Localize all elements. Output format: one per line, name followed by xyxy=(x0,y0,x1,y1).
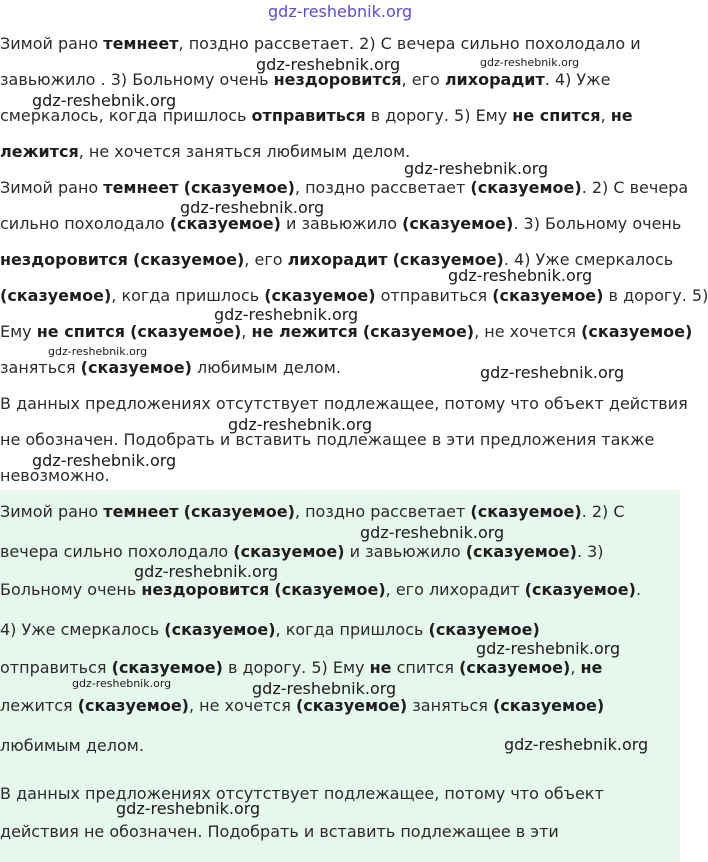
text-line xyxy=(0,502,625,522)
watermark-text: gdz-reshebnik.org xyxy=(252,679,397,698)
text-run: , его xyxy=(401,70,445,89)
text-line xyxy=(0,696,604,716)
bold-run: (сказуемое) xyxy=(130,322,242,341)
bold-run: не спится xyxy=(512,106,601,125)
text-line xyxy=(0,784,604,804)
text-run: , поздно рассветает. 2) С вечера сильно похолодало и xyxy=(178,34,641,53)
text-run: Зимой рано xyxy=(0,34,104,53)
text-run: завьюжило . 3) Больному очень xyxy=(0,70,274,89)
text-line xyxy=(0,214,681,234)
text-run: Ему xyxy=(0,322,37,341)
text-line xyxy=(0,822,559,842)
bold-run: не xyxy=(610,106,633,125)
bold-run: (сказуемое) xyxy=(164,620,276,639)
bold-run: (сказуемое) xyxy=(183,178,295,197)
text-run: , xyxy=(600,106,611,125)
bold-run: (сказуемое) xyxy=(524,580,636,599)
text-run: сильно похолодало xyxy=(0,214,170,233)
text-run: любимым делом. xyxy=(191,358,341,377)
bold-run: (сказуемое) xyxy=(169,214,281,233)
watermark-text: gdz-reshebnik.org xyxy=(116,799,261,818)
bold-run: (сказуемое) xyxy=(274,580,386,599)
text-run: , когда пришлось xyxy=(275,620,429,639)
watermark-text: gdz-reshebnik.org xyxy=(32,451,177,470)
bold-run: (сказуемое) xyxy=(465,542,577,561)
text-run: и завьюжило xyxy=(344,542,466,561)
watermark-text: gdz-reshebnik.org xyxy=(360,523,505,542)
watermark-text: gdz-reshebnik.org xyxy=(448,266,593,285)
text-run: , его xyxy=(244,250,288,269)
watermark-text: gdz-reshebnik.org xyxy=(214,305,359,324)
bold-run: не спится xyxy=(36,322,125,341)
bold-run: (сказуемое) xyxy=(470,178,582,197)
bold-run: темнеет xyxy=(103,502,179,521)
text-run: и завьюжило xyxy=(280,214,403,233)
text-run: действия не обозначен. Подобрать и вставить подлежащее в эти xyxy=(0,822,559,841)
watermark-text: gdz-reshebnik.org xyxy=(268,2,413,21)
bold-run: (сказуемое) xyxy=(77,696,189,715)
text-line xyxy=(0,394,688,414)
text-run: , не хочется xyxy=(188,696,296,715)
bold-run: (сказуемое) xyxy=(233,542,345,561)
text-line xyxy=(0,178,688,198)
bold-run: (сказуемое) xyxy=(492,286,604,305)
text-line xyxy=(0,658,602,678)
text-run: , не хочется заняться любимым делом. xyxy=(78,142,411,161)
text-run: в дорогу. 5) Ему xyxy=(222,658,370,677)
bold-run: (сказуемое) xyxy=(295,696,408,715)
bold-run: (сказуемое) xyxy=(492,696,605,715)
text-run: не обозначен. Подобрать и вставить подлежащее в эти предложения также xyxy=(0,430,655,449)
text-run: , xyxy=(570,658,581,677)
bold-run: (сказуемое) xyxy=(459,658,571,677)
text-run: в дорогу. 5) xyxy=(603,286,708,305)
text-run: . 2) С вечера xyxy=(581,178,689,197)
bold-run: (сказуемое) xyxy=(362,322,475,341)
text-run: в дорогу. 5) Ему xyxy=(365,106,513,125)
bold-run: (сказуемое) xyxy=(428,620,540,639)
bold-run: лихорадит xyxy=(444,70,545,89)
text-run: . 2) С xyxy=(581,502,625,521)
watermark-text: gdz-reshebnik.org xyxy=(32,91,177,110)
watermark-text: gdz-reshebnik.org xyxy=(72,677,172,690)
bold-run: не xyxy=(580,658,603,677)
text-run: заняться xyxy=(407,696,493,715)
watermark-text: gdz-reshebnik.org xyxy=(480,56,580,69)
bold-run: (сказуемое) xyxy=(111,658,223,677)
bold-run: (сказуемое) xyxy=(80,358,192,377)
watermark-text: gdz-reshebnik.org xyxy=(228,415,373,434)
bold-run: (сказуемое) xyxy=(402,214,514,233)
text-run: смеркалось, когда пришлось xyxy=(0,106,252,125)
bold-run: не лежится xyxy=(251,322,358,341)
text-run: , не хочется xyxy=(474,322,582,341)
bold-run: (сказуемое) xyxy=(133,250,245,269)
text-run: . 3) Больному очень xyxy=(513,214,682,233)
text-run: . 4) Уже смеркалось xyxy=(503,250,674,269)
text-run: лежится xyxy=(0,696,78,715)
bold-run: (сказуемое) xyxy=(183,502,295,521)
text-line xyxy=(0,542,604,562)
bold-run: лихорадит xyxy=(287,250,388,269)
bold-run: лежится xyxy=(0,142,79,161)
bold-run: (сказуемое) xyxy=(392,250,504,269)
watermark-text: gdz-reshebnik.org xyxy=(480,363,625,382)
text-run: любимым делом. xyxy=(0,736,144,755)
text-line xyxy=(0,322,692,342)
text-run: Зимой рано xyxy=(0,502,104,521)
bold-run: (сказуемое) xyxy=(470,502,582,521)
text-run: Больному очень xyxy=(0,580,142,599)
text-run: . xyxy=(635,580,642,599)
bold-run: не xyxy=(369,658,392,677)
watermark-text: gdz-reshebnik.org xyxy=(404,159,549,178)
watermark-text: gdz-reshebnik.org xyxy=(476,639,621,658)
text-run: , поздно рассветает xyxy=(294,178,471,197)
watermark-text: gdz-reshebnik.org xyxy=(504,735,649,754)
text-run: отправиться xyxy=(0,658,112,677)
text-line xyxy=(0,736,144,756)
bold-run: темнеет xyxy=(103,34,179,53)
bold-run: (сказуемое) xyxy=(581,322,693,341)
text-line xyxy=(0,358,341,378)
text-run: 4) Уже смеркалось xyxy=(0,620,165,639)
text-run: спится xyxy=(391,658,460,677)
bold-run: нездоровится xyxy=(141,580,270,599)
text-line xyxy=(0,620,540,640)
text-run: отправиться xyxy=(375,286,493,305)
watermark-text: gdz-reshebnik.org xyxy=(134,562,279,581)
bold-run: (сказуемое) xyxy=(0,286,112,305)
text-run: , его лихорадит xyxy=(385,580,525,599)
bold-run: нездоровится xyxy=(273,70,402,89)
text-line xyxy=(0,286,708,306)
text-run: заняться xyxy=(0,358,81,377)
text-run: вечера сильно похолодало xyxy=(0,542,234,561)
bold-run: (сказуемое) xyxy=(264,286,376,305)
text-line xyxy=(0,142,410,162)
text-line xyxy=(0,580,641,600)
text-run: В данных предложениях отсутствует подлежащее, потому что объект xyxy=(0,784,604,803)
watermark-text: gdz-reshebnik.org xyxy=(180,198,325,217)
watermark-text: gdz-reshebnik.org xyxy=(48,345,148,358)
text-run: , xyxy=(241,322,252,341)
text-line xyxy=(0,34,641,54)
text-run: , когда пришлось xyxy=(111,286,265,305)
text-run: невозможно. xyxy=(0,466,110,485)
bold-run: отправиться xyxy=(251,106,366,125)
bold-run: темнеет xyxy=(103,178,179,197)
bold-run: нездоровится xyxy=(0,250,128,269)
text-run: . 3) xyxy=(576,542,604,561)
text-run: Зимой рано xyxy=(0,178,104,197)
text-run: . 4) Уже xyxy=(544,70,611,89)
text-run: , поздно рассветает xyxy=(294,502,471,521)
watermark-text: gdz-reshebnik.org xyxy=(256,55,401,74)
text-run: В данных предложениях отсутствует подлежащее, потому что объект действия xyxy=(0,394,688,413)
